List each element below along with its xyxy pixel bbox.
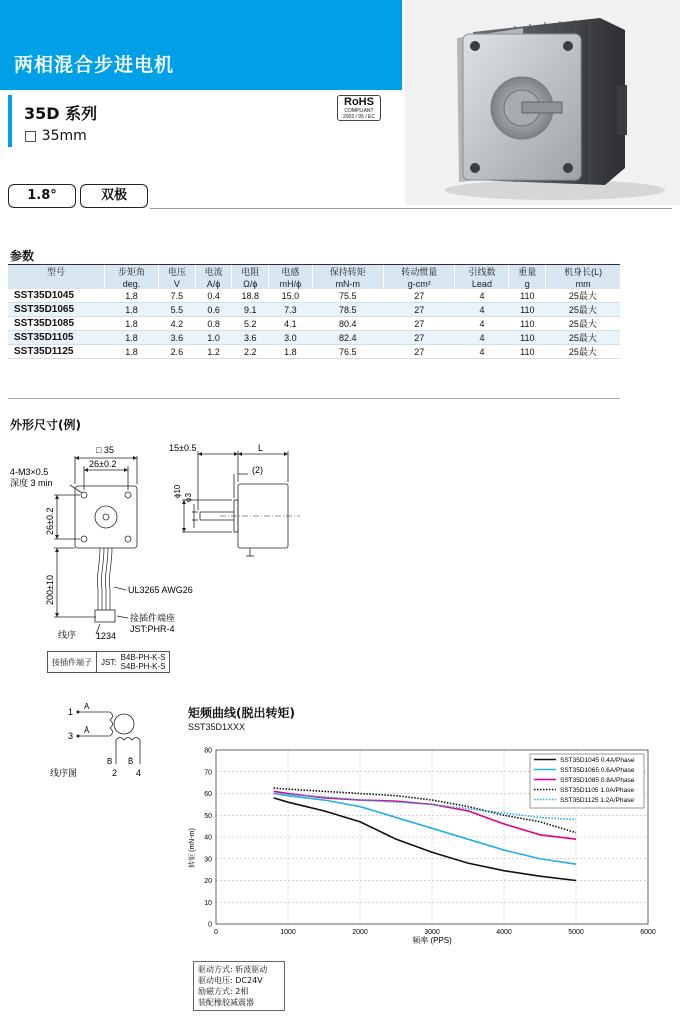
unit-holding-torque: mN-m <box>312 278 383 289</box>
y-tick-label: 0 <box>208 921 212 929</box>
dim-wire-order-label: 线序 <box>58 630 77 640</box>
condition-3: 励磁方式: 2相 <box>198 987 249 996</box>
col-holding-torque: 保持转矩 <box>312 265 383 279</box>
series-line-1 <box>274 798 576 881</box>
unit-weight: g <box>509 278 546 289</box>
table-cell: 25最大 <box>546 317 620 331</box>
col-current: 电流 <box>195 265 232 279</box>
table-cell: 25最大 <box>546 345 620 359</box>
spec-body <box>8 289 620 359</box>
dim-depth: 深度 3 min <box>10 478 53 488</box>
dim-hole-pitch: 26±0.2 <box>89 459 117 469</box>
rohs-line2: 2002 / 95 / EC <box>343 114 375 120</box>
x-tick-label: 1000 <box>280 929 296 936</box>
y-tick-label: 20 <box>204 878 212 885</box>
table-cell: 80.4 <box>312 317 383 331</box>
terminal-label: 接插件端子 <box>48 652 97 673</box>
unit-length: mm <box>546 278 620 289</box>
dim-lead-length: 200±10 <box>45 575 55 605</box>
table-cell: 27 <box>384 331 455 345</box>
y-tick-label: 30 <box>204 856 212 864</box>
cell-model: SST35D1045 <box>8 289 105 303</box>
x-tick-label: 0 <box>214 929 218 936</box>
col-model: 型号 <box>8 265 105 279</box>
table-cell: 4 <box>455 317 509 331</box>
condition-2: 驱动电压: DC24V <box>198 976 263 985</box>
table-cell: 0.6 <box>195 303 232 317</box>
table-cell: 110 <box>509 331 546 345</box>
y-tick-label: 60 <box>204 791 212 798</box>
phase-a: A <box>84 702 90 711</box>
table-cell: 82.4 <box>312 331 383 345</box>
unit-step-angle: deg. <box>105 278 159 289</box>
rohs-main: RoHS <box>344 96 374 108</box>
table-row <box>8 289 620 303</box>
table-cell: 1.8 <box>105 289 159 303</box>
spec-header-row <box>8 265 620 279</box>
pin-4: 4 <box>136 768 142 778</box>
col-leads: 引线数 <box>455 265 509 279</box>
table-cell: 25最大 <box>546 331 620 345</box>
table-cell: 27 <box>384 303 455 317</box>
table-cell: 2.2 <box>232 345 269 359</box>
wiring-label: 线序图 <box>50 768 78 778</box>
legend-entry: SST35D1125 1.2A/Phase <box>560 797 634 804</box>
y-tick-label: 40 <box>204 834 212 842</box>
cell-model: SST35D1105 <box>8 331 105 345</box>
table-cell: 4 <box>455 345 509 359</box>
terminal-line1: B4B-PH-K-S <box>117 652 170 663</box>
unit-model <box>8 278 105 289</box>
table-cell: 110 <box>509 345 546 359</box>
table-cell: 27 <box>384 345 455 359</box>
dim-shaft-length: 15±0.5 <box>169 443 197 453</box>
cell-model: SST35D1065 <box>8 303 105 317</box>
unit-inertia: g-cm² <box>384 278 455 289</box>
table-cell: 15.0 <box>269 289 313 303</box>
col-inertia: 转动惯量 <box>384 265 455 279</box>
table-cell: 78.5 <box>312 303 383 317</box>
dim-holes: 4-M3×0.5 <box>10 467 49 477</box>
chart-ylabel: 转矩 (mN-m) <box>189 828 196 868</box>
condition-1: 驱动方式: 斩波驱动 <box>198 965 268 974</box>
dim-phi-shaft: ϕ3 <box>184 493 193 502</box>
frame-size: □ 35mm <box>24 128 87 144</box>
table-cell: 1.8 <box>105 331 159 345</box>
col-step-angle: 步矩角 <box>105 265 159 279</box>
y-tick-label: 10 <box>204 899 212 907</box>
dim-square: □ 35 <box>96 445 114 455</box>
table-cell: 110 <box>509 289 546 303</box>
table-cell: 18.8 <box>232 289 269 303</box>
table-cell: 4 <box>455 303 509 317</box>
table-cell: 0.8 <box>195 317 232 331</box>
table-cell: 25最大 <box>546 289 620 303</box>
unit-voltage: V <box>159 278 196 289</box>
table-cell: 3.0 <box>269 331 313 345</box>
table-cell: 1.8 <box>105 345 159 359</box>
col-length: 机身长(L) <box>546 265 620 279</box>
table-cell: 1.8 <box>105 317 159 331</box>
series-accent-bar <box>8 95 12 147</box>
chart-xlabel: 频率 (PPS) <box>412 936 452 945</box>
table-cell: 4 <box>455 289 509 303</box>
wiring-diagram <box>40 700 160 785</box>
pin-2: 2 <box>112 768 118 778</box>
table-cell: 2.6 <box>159 345 196 359</box>
col-voltage: 电压 <box>159 265 196 279</box>
col-resistance: 电阻 <box>232 265 269 279</box>
y-tick-label: 70 <box>204 769 212 777</box>
phase-a-bar: Ā <box>84 726 90 735</box>
pin-1: 1 <box>68 707 74 717</box>
col-inductance: 电感 <box>269 265 313 279</box>
table-cell: 1.8 <box>105 303 159 317</box>
table-row <box>8 317 620 331</box>
dims-title: 外形尺寸(例) <box>10 418 81 432</box>
table-cell: 25最大 <box>546 303 620 317</box>
side-view-drawing <box>160 440 310 580</box>
table-cell: 27 <box>384 317 455 331</box>
table-cell: 1.0 <box>195 331 232 345</box>
legend-entry: SST35D1065 0.6A/Phase <box>560 767 635 774</box>
col-weight: 重量 <box>509 265 546 279</box>
tag-underline <box>150 208 672 209</box>
unit-resistance: Ω/ϕ <box>232 278 269 289</box>
chart-legend <box>530 754 644 808</box>
table-cell: 110 <box>509 303 546 317</box>
connector-terminal-table <box>47 651 170 673</box>
table-cell: 1.8 <box>269 345 313 359</box>
table-cell: 5.5 <box>159 303 196 317</box>
drive-conditions <box>193 961 285 1011</box>
dim-phi-boss: ϕ10 <box>173 484 182 498</box>
x-tick-label: 6000 <box>640 929 656 936</box>
table-cell: 3.6 <box>232 331 269 345</box>
cell-model: SST35D1125 <box>8 345 105 359</box>
cell-model: SST35D1085 <box>8 317 105 331</box>
series-name: 35D 系列 <box>24 104 98 123</box>
rohs-line1: COMPLIANT <box>344 108 374 114</box>
phase-b-bar: B̄ <box>128 757 134 766</box>
x-tick-label: 4000 <box>496 929 512 936</box>
dim-wire-order: 1234 <box>96 631 117 641</box>
table-cell: 7.3 <box>269 303 313 317</box>
params-title: 参数 <box>10 249 35 263</box>
x-tick-label: 5000 <box>568 929 584 936</box>
table-cell: 75.5 <box>312 289 383 303</box>
table-cell: 9.1 <box>232 303 269 317</box>
x-tick-label: 2000 <box>352 929 368 936</box>
terminal-jst: JST: <box>97 652 117 673</box>
unit-leads: Lead <box>455 278 509 289</box>
pin-3: 3 <box>68 731 74 741</box>
table-cell: 4.2 <box>159 317 196 331</box>
dim-cable: UL3265 AWG26 <box>128 585 193 595</box>
spec-unit-row <box>8 278 620 289</box>
rohs-logo <box>337 95 381 121</box>
bipolar-tag: 双极 <box>80 184 148 208</box>
table-cell: 4 <box>455 331 509 345</box>
page-title: 两相混合步进电机 <box>14 54 175 76</box>
table-cell: 76.5 <box>312 345 383 359</box>
table-row <box>8 303 620 317</box>
curve-subtitle: SST35D1XXX <box>188 722 246 732</box>
unit-inductance: mH/ϕ <box>269 278 313 289</box>
dim-gap: (2) <box>252 465 263 475</box>
table-cell: 110 <box>509 317 546 331</box>
table-cell: 3.6 <box>159 331 196 345</box>
table-cell: 27 <box>384 289 455 303</box>
table-cell: 5.2 <box>232 317 269 331</box>
terminal-line2: S4B-PH-K-S <box>117 662 170 673</box>
phase-b: B <box>107 757 113 766</box>
dim-v-pitch: 26±0.2 <box>45 507 55 535</box>
condition-4: 装配橡胶减震器 <box>198 998 254 1007</box>
dim-connector-model: JST:PHR-4 <box>130 624 175 634</box>
step-angle-tag: 1.8° <box>8 184 76 208</box>
x-tick-label: 3000 <box>424 929 440 936</box>
curve-title: 矩频曲线(脱出转矩) <box>188 706 295 720</box>
section-divider <box>8 398 620 399</box>
unit-current: A/ϕ <box>195 278 232 289</box>
y-tick-label: 50 <box>204 812 212 820</box>
dim-body-length: L <box>258 443 264 453</box>
legend-entry: SST35D1105 1.0A/Phase <box>560 787 634 794</box>
torque-curve-chart <box>180 740 660 952</box>
dim-connector-base: 接插件端座 <box>130 613 176 623</box>
table-cell: 4.1 <box>269 317 313 331</box>
legend-entry: SST35D1045 0.4A/Phase <box>560 757 635 764</box>
table-row <box>8 331 620 345</box>
table-cell: 0.4 <box>195 289 232 303</box>
table-cell: 1.2 <box>195 345 232 359</box>
spec-table <box>8 264 620 359</box>
legend-entry: SST35D1085 0.8A/Phase <box>560 777 635 784</box>
y-tick-label: 80 <box>204 747 212 755</box>
motor-photo <box>405 0 680 205</box>
table-row <box>8 345 620 359</box>
table-cell: 7.5 <box>159 289 196 303</box>
